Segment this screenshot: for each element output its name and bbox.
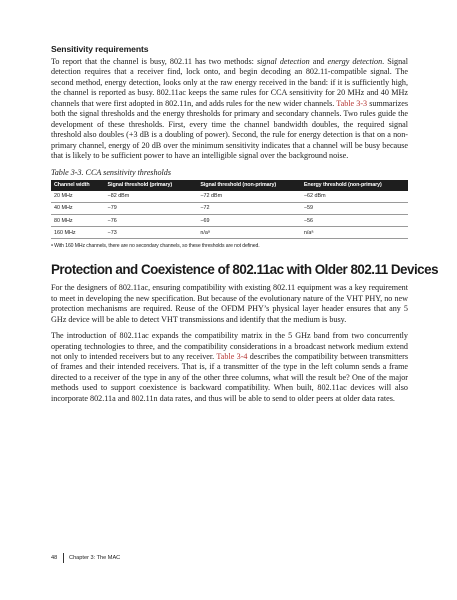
paragraph-sensitivity	[51, 57, 408, 162]
table-cell: −79	[105, 202, 198, 214]
table-caption: Table 3-3. CCA sensitivity thresholds	[51, 167, 171, 177]
table-cell: 40 MHz	[51, 202, 105, 214]
paragraph-protection: For the designers of 802.11ac, ensuring compatibility with existing 802.11 equipment was a key requirement to meet in developing the new specification. But because of the evolutionary nature of the VHT PHY, no new protection mechanisms are required. Reuse of the OFDM PHY’s physical layer header ensures that any 5 GHz device will be able to detect VHT transmissions and identify that the medium is busy.	[51, 283, 408, 324]
page-footer	[51, 553, 120, 563]
table-3-4-link[interactable]: Table 3-4	[216, 352, 248, 361]
page-content	[51, 44, 439, 404]
chapter-label: Chapter 3: The MAC	[69, 555, 121, 561]
table-cell: 20 MHz	[51, 191, 105, 203]
table-3-3-link[interactable]: Table 3-3	[336, 98, 368, 108]
table-cell: −72 dBm	[197, 191, 301, 203]
table-cell: −82 dBm	[105, 191, 198, 203]
table-footnote: ᵃ With 160 MHz channels, there are no secondary channels, so these thresholds are not defined.	[51, 243, 260, 250]
footer-divider	[63, 553, 64, 563]
text: . Signal detection requires that a receiver find, lock onto, and begin decoding an 802.11-compatible signal. The second method, energy detection, looks only at the raw energy received in the band: if it is sufficiently high, the channel is reported as busy. 802.11ac keeps the same rules for CCA sensitivity for 20 MHz and 40 MHz channels that were first adopted in 802.11n, and adds rules for the new wider channels.	[51, 57, 408, 108]
column-header: Channel width	[51, 180, 105, 191]
cca-thresholds-table	[51, 180, 408, 240]
table-row	[51, 191, 408, 203]
table-row	[51, 214, 408, 226]
page-number: 48	[51, 555, 58, 561]
table-cell: −56	[301, 214, 408, 226]
table-cell: n/aᵃ	[197, 227, 301, 239]
text: describes the compatibility between transmitters of frames and their intended receivers. That is, if a transmitter of the type in the left column sends a frame directed to a receiver of the type in any of the other three columns, what will the result be? One of the major methods used to support coexistence is backward compatibility. When built, 802.11ac devices will also incorporate 802.11a and 802.11n data rates, and thus will be able to send to older peers at older data rates.	[51, 352, 408, 403]
section-title: Protection and Coexistence of 802.11ac with Older 802.11 Devices	[51, 262, 439, 278]
table-row	[51, 202, 408, 214]
emphasis-signal-detection: signal detection	[256, 57, 310, 66]
text: The introduction of 802.11ac expands the compatibility matrix in the 5 GHz band from two concurrently operating technologies to three, and the compatibility considerations in a broadcast network medium extend not only to intended receivers but to any receiver.	[51, 331, 408, 361]
text: and	[309, 57, 328, 66]
column-header: Signal threshold (primary)	[105, 180, 198, 191]
table-cell: −76	[105, 214, 198, 226]
paragraph-compatibility	[51, 331, 408, 404]
table-cell: 160 MHz	[51, 227, 105, 239]
table-header-row	[51, 180, 408, 191]
text: To report that the channel is busy, 802.11 has two methods:	[51, 57, 257, 66]
table-cell: n/aᵃ	[301, 227, 408, 239]
table-cell: −59	[301, 202, 408, 214]
column-header: Signal threshold (non-primary)	[197, 180, 301, 191]
table-cell: −62 dBm	[301, 191, 408, 203]
table-cell: −69	[197, 214, 301, 226]
table-row	[51, 227, 408, 239]
text: summarizes both the signal thresholds and the energy thresholds for primary and secondary channels. Two rules guide the development of these thresholds. First, every time the channel bandwidth doubles, the required signal threshold also doubles (+3 dB is a doubling of power). Second, the rule for energy detection is that on a non-primary channel, energy of 20 dB over the minimum sensitivity indicates that a channel will be busy because that is likely to be sufficient power to have an intelligible signal over the background noise.	[51, 98, 408, 161]
table-cell: −73	[105, 227, 198, 239]
section-heading: Sensitivity requirements	[51, 44, 149, 54]
column-header: Energy threshold (non-primary)	[301, 180, 408, 191]
emphasis-energy-detection: energy detection	[327, 57, 383, 66]
table-cell: 80 MHz	[51, 214, 105, 226]
table-cell: −72	[197, 202, 301, 214]
